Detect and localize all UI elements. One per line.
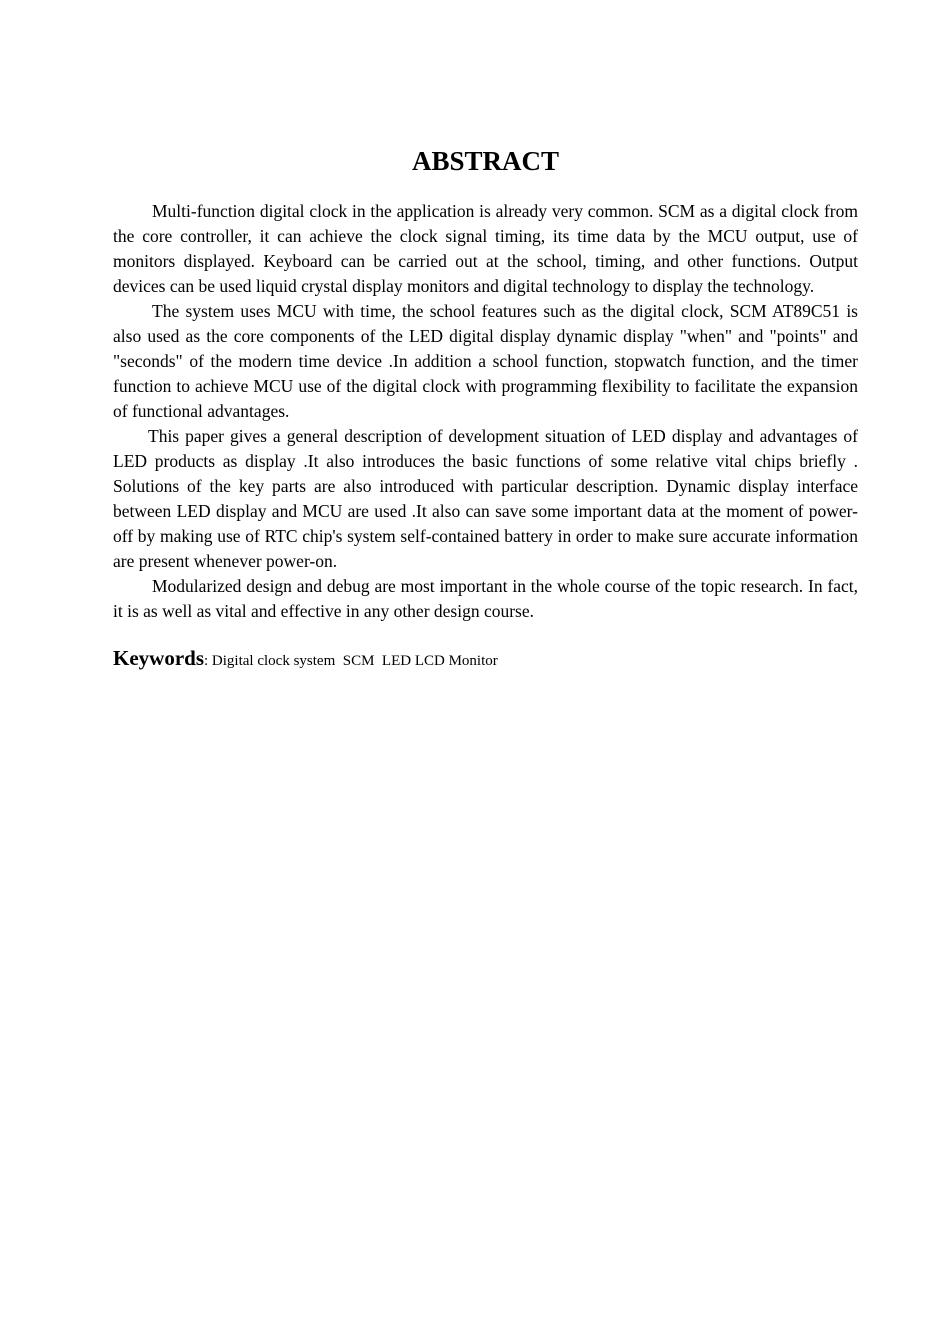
- abstract-page: [113, 143, 858, 674]
- abstract-paragraph-1: Multi-function digital clock in the application is already very common. SCM as a digital clock from the core controller, it can achieve the clock signal timing, its time data by the MCU output, use of monitors displayed. Keyboard can be carried out at the school, timing, and other functions. Output devices can be used liquid crystal display monitors and digital technology to display the technology.: [113, 201, 858, 296]
- abstract-paragraph-2: The system uses MCU with time, the school features such as the digital clock, SCM AT89C51 is also used as the core components of the LED digital display dynamic display "when" and "points" and "seconds" of the modern time device .In addition a school function, stopwatch function, and the timer function to achieve MCU use of the digital clock with programming flexibility to facilitate the expansion of functional advantages.: [113, 301, 858, 421]
- keywords-label: Keywords: [113, 646, 204, 670]
- keywords-value: Digital clock system SCM LED LCD Monitor: [211, 653, 498, 669]
- abstract-paragraph-4: Modularized design and debug are most important in the whole course of the topic research. In fact, it is as well as vital and effective in any other design course.: [113, 576, 858, 621]
- page-title: ABSTRACT: [411, 146, 560, 176]
- keywords-line: [113, 646, 858, 674]
- keywords-separator: :: [204, 653, 212, 669]
- abstract-paragraph-3: This paper gives a general description of development situation of LED display and advantages of LED products as display .It also introduces the basic functions of some relative vital chips briefly . Solutions of the key parts are also introduced with particular description. Dynamic display interface between LED display and MCU are used .It also can save some important data at the moment of power-off by making use of RTC chip's system self-contained battery in order to make sure accurate information are present whenever power-on.: [113, 426, 858, 571]
